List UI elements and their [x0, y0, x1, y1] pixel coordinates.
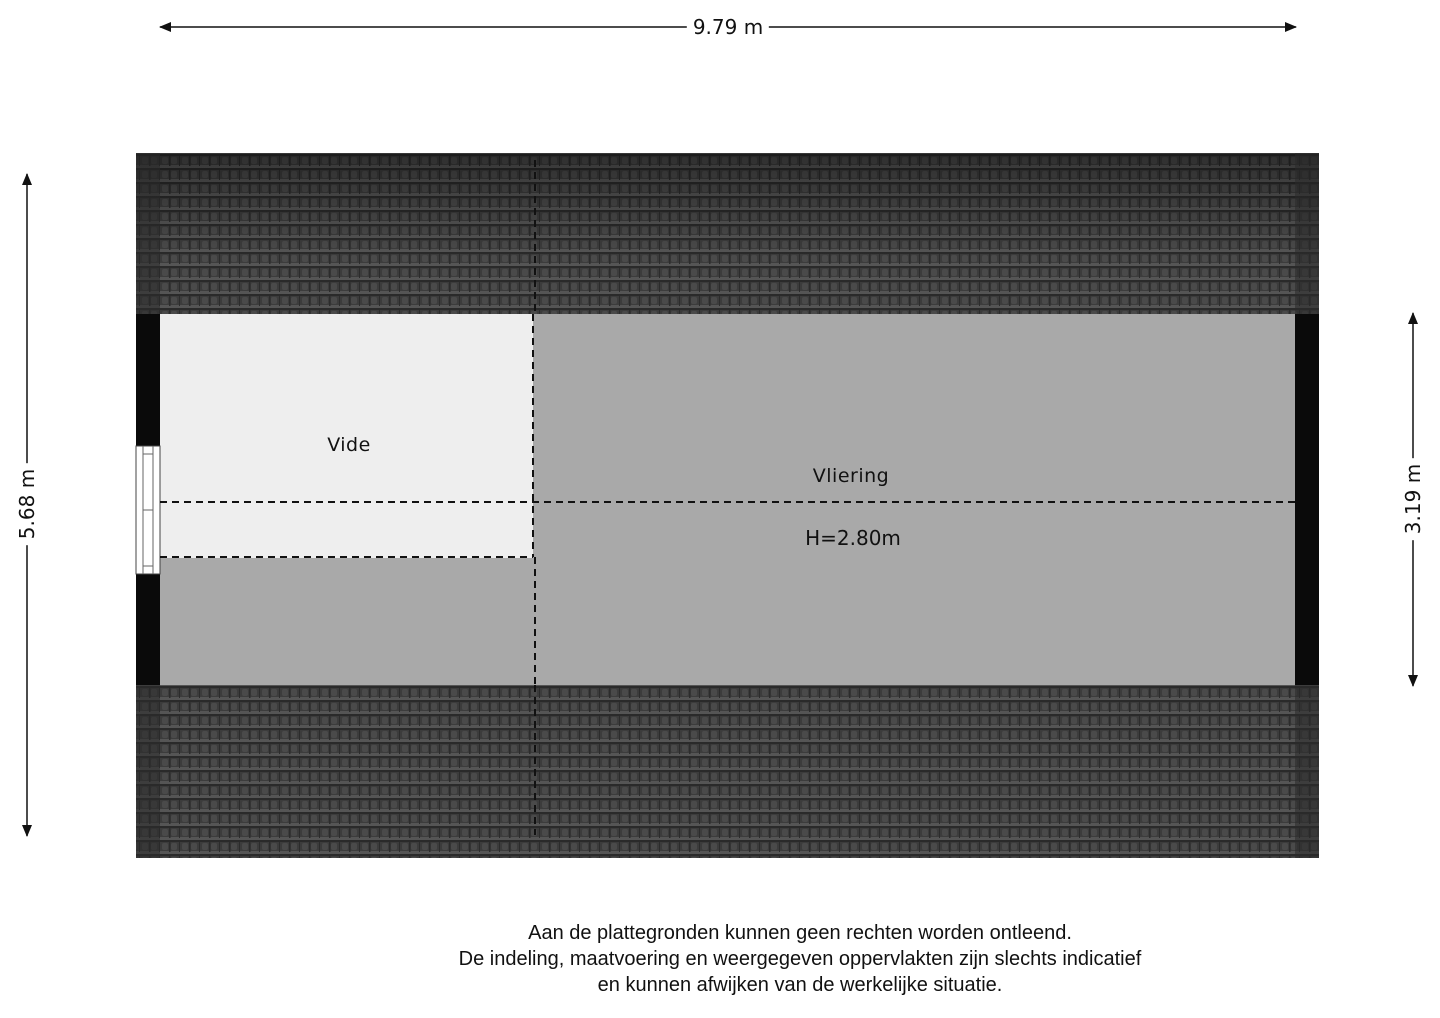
disclaimer-line-1: Aan de plattegronden kunnen geen rechten worden ontleend. — [528, 922, 1072, 944]
disclaimer-line-2: De indeling, maatvoering en weergegeven oppervlakten zijn slechts indicatief — [458, 948, 1142, 970]
dimension-inner-depth-label: 3.19 m — [1401, 458, 1425, 540]
wall-right — [1295, 314, 1319, 685]
room-label-vide: Vide — [327, 434, 371, 456]
disclaimer-line-3: en kunnen afwijken van de werkelijke situatie. — [597, 974, 1003, 996]
dimension-width-label: 9.79 m — [687, 15, 769, 39]
room-label-vliering: Vliering — [812, 465, 890, 487]
window — [136, 446, 160, 574]
dimension-depth-label: 5.68 m — [15, 463, 39, 545]
room-height-vliering: H=2.80m — [805, 526, 901, 550]
disclaimer — [0, 920, 1440, 998]
